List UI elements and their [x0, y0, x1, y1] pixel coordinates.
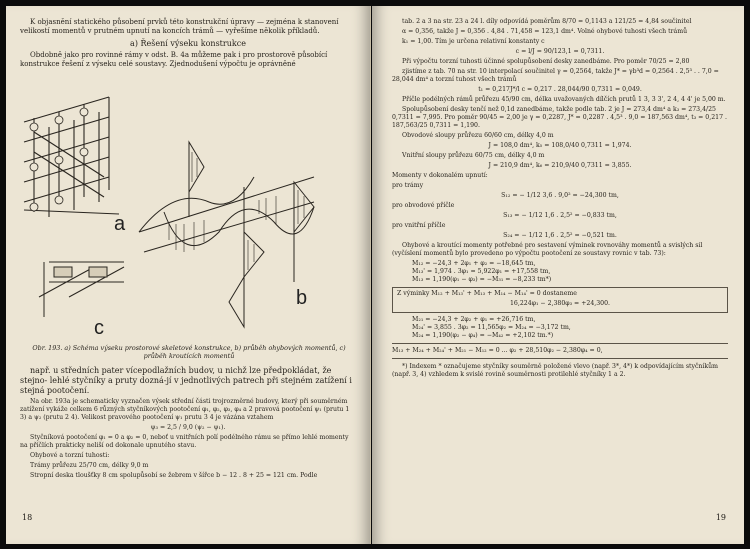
paragraph-4: Na obr. 193a je schematicky vyznačen výsek střední části trojrozměrné budovy, který při souměrném zatížení vykáže celkem 6 různých styčníkových pootočení φ₁, φ₂, φ₃, φ₄ a 2 pravová pootočení ψ₁ (prutu 1 3) a ψ₂ (prutu 2 4). Velikost pravového pootočení ψ₁ prutu 3 4 je vázána vztahem [20, 398, 350, 421]
left-page-number: 18 [22, 513, 33, 522]
moment-line: M₁₂ = −24,3 + 2φ₁ + φ₂ = −18,645 tm, [412, 260, 536, 267]
equation-j2: J = 210,9 dm⁴, k₆ = 210,9/40 0,7311 = 3,855. [488, 162, 632, 169]
divider [392, 343, 728, 344]
figure-193 [14, 82, 364, 344]
left-page [6, 6, 371, 544]
moment-lines-1 [392, 260, 728, 284]
intro-paragraph: K objasnění statického působení prvků této konstrukční úpravy — zejména k stanovení velikostí momentů v prutném upnutí na koncích trámů — vyřešíme několik příkladů. [20, 18, 339, 35]
paragraph-3: např. u středních pater vícepodlažních budov, u nichž lze předpokládat, že stejno- lehlé styčníky a pruty dozná-jí v jednotlivých patrech při stejném zatížení i stejná pootočení. [20, 366, 352, 395]
equation-m2: S₁₃ = − 1/12 1,6 . 2,5² = −0,833 tm, [503, 212, 617, 219]
right-line-7: Spolupůsobení desky tenčí než 0,1d zanedbáme, takže podle tab. 2 je J = 273,4 dm⁴ a k₃ = 273,4/25 0,7311 = 7,995. Pro poměr 90/45 = 2,00 je γ = 0,2287, J* = 0,2287 . 4,5³ . 9,0 = 187,563 dm⁴, t₃ = 0,217 . 187,563/25 0,7311 = 1,190. [392, 106, 727, 129]
moment-line: M₂₄ = 1,190(φ₂ − φ₄) = −M₄₂ = +2,102 tm.*) [412, 332, 554, 339]
paragraph-7: Trámy průřezu 25/70 cm, délky 9,0 m [30, 462, 149, 469]
figure-a-frame [24, 97, 119, 217]
right-line-2: α = 0,356, takže J = 0,356 . 4,84 . 71,458 = 123,1 dm⁴. Volné ohybové tuhosti všech trámů [402, 28, 688, 35]
right-page-number: 19 [715, 513, 726, 522]
equation-m3: S₂₄ = − 1/12 1,6 . 2,5² = −0,521 tm. [503, 232, 617, 239]
right-line-15: Z výminky M₁₂ + M₁₃' + M₁₃ + M₁₄ − M₁₄' = 0 dostaneme [397, 290, 577, 297]
paragraph-8: Stropní deska tloušťky 8 cm spolupůsobí se žebrem v šířce b − 12 . 8 + 25 = 121 cm. Podle [30, 472, 318, 479]
paragraph-5: Styčníková pootočení φ₁ = 0 a φ₂ = 0, neboť u vnitřních polí podélného rámu se přímo lehlé momenty na příčlích prakticky neliší od dokonale upnutého stavu. [20, 434, 349, 449]
right-line-5: zjistíme z tab. 70 na str. 10 interpolací součinitel γ = 0,2564, takže J* = γb³d = 0,2564 . 2,5³ . . 7,0 = 28,044 dm⁴ a torzní tuhost všech trámů [392, 68, 719, 83]
equation-c: c = l/J = 90/123,1 = 0,7311. [515, 48, 605, 55]
right-line-6: Příčle podélných rámů průřezu 45/90 cm, délka uvažovaných dílčích prutů 1 3, 3 3', 2 4, 4 4' je 5,00 m. [402, 96, 726, 103]
figure-c-diagram [39, 262, 124, 317]
figure-b-diagram [139, 142, 314, 327]
figure-c-label: c [94, 317, 104, 339]
right-line-10: Momenty v dokonalém upnutí: [392, 172, 488, 179]
right-line-13: pro vnitřní příčle [392, 222, 446, 229]
right-text [392, 18, 728, 381]
right-line-14: Ohybové a kroutící momenty potřebné pro sestavení výminek rovnováhy momentů a svislých sil (vyčíslení momentů bylo provedeno po výpočtu pootočení ze soustavy rovnic v tab. 73): [392, 242, 703, 257]
left-body-text [20, 366, 356, 482]
equation-box: 16,224φ₁ − 2,380φ₃ = +24,300. [509, 300, 611, 307]
right-line-4: Při výpočtu torzní tuhosti účinné spolupůsobení desky zanedbáme. Pro poměr 70/25 = 2,80 [402, 58, 690, 65]
right-line-8: Obvodové sloupy průřezu 60/60 cm, délky 4,0 m [402, 132, 554, 139]
paragraph-6: Ohybové a torzní tuhosti: [30, 452, 110, 459]
right-line-3: k₁ = 1,00. Tím je určena relativní konstanty c [402, 38, 545, 45]
equation-last: M₁₃ + M₂₄ + M₂₄' + M₂₁ − M₁₂ = 0 ... φ₂ + 28,510φ₂ − 2,380φ₄ = 0, [392, 347, 603, 354]
section-heading: a) Řešení výseku konstrukce [130, 39, 246, 48]
footnote: *) Indexem * označujeme styčníky souměrně položené vlevo (např. 3*, 4*) k odpovídajícím styčníkům (např. 3, 4) vzhledem k svislé rovině souměrnosti protilehlé styčníky 1 a 2. [392, 363, 719, 378]
right-line-9: Vnitřní sloupy průřezu 60/75 cm, délky 4,0 m [402, 152, 545, 159]
left-top-text [20, 18, 356, 71]
figure-a-label: a [114, 213, 126, 235]
right-line-11: pro trámy [392, 182, 424, 189]
moment-line: M₁₃' = 1,974 . 3φ₁ = 5,922φ₁ = +17,558 tm, [412, 268, 551, 275]
equation-t: t₁ = 0,217J*/l c = 0,217 . 28,044/90 0,7311 = 0,049. [478, 86, 642, 93]
right-line-12: pro obvodové příčle [392, 202, 455, 209]
equation-m1: S₁₂ = − 1/12 3,6 . 9,0² = −24,300 tm, [501, 192, 619, 199]
moment-lines-2 [392, 316, 728, 340]
moment-line: M₂₁ = −24,3 + 2φ₂ + φ₁ = +26,716 tm, [412, 316, 536, 323]
moment-line: M₂₄' = 3,855 . 3φ₂ = 11,565φ₂ = M₂₄ = −3,172 tm, [412, 324, 571, 331]
figure-caption: Obr. 193. a) Schéma výseku prostorové skeletové konstrukce, b) průběh ohybových momentů, c) průběh kroutících momentů [32, 344, 346, 360]
equation-j1: J = 108,0 dm⁴, k₅ = 108,0/40 0,7311 = 1,974. [488, 142, 632, 149]
moment-line: M₁₃ = 1,190(φ₁ − φ₃) = −M₃₁ = −8,233 tm*) [412, 276, 552, 283]
equilibrium-box [392, 287, 728, 313]
equation-psi: ψ₃ = 2,5 / 9,0 (ψ₂ − ψ₁). [150, 424, 226, 431]
intro-paragraph-2: Obdobně jako pro rovinné rámy v odst. B. 4a můžeme pak i pro prostorově působící konstrukce řešení z výseku celé soustavy. Zjednodušení výpočtu je oprávněné [20, 51, 328, 68]
figure-b-label: b [296, 287, 308, 309]
right-line-1: tab. 2 a 3 na str. 23 a 24 l. díly odpovídá poměrům 8/70 = 0,1143 a 121/25 = 4,84 součinitel [402, 18, 692, 25]
divider [392, 358, 728, 359]
right-page [372, 6, 744, 544]
